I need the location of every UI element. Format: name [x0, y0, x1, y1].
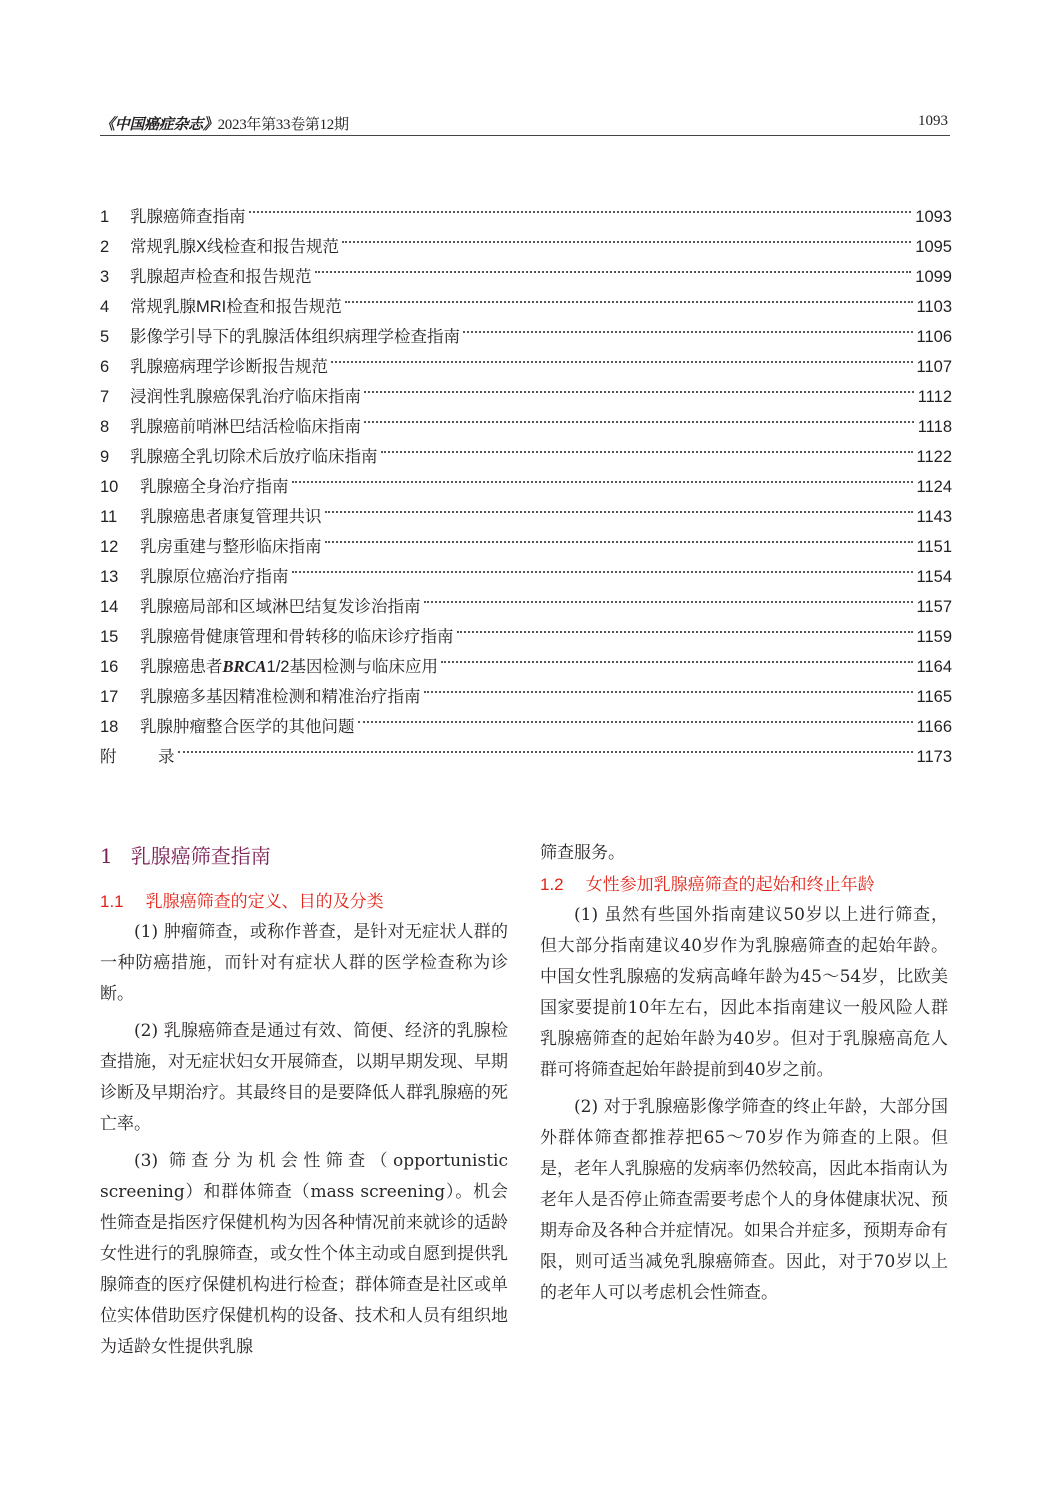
toc-entry[interactable]: [100, 192, 952, 226]
subsection-heading: [540, 869, 948, 900]
toc-leader-dots: [457, 612, 913, 642]
toc-title-suffix: 1/2基因检测与临床应用: [266, 658, 438, 676]
toc-leader-dots: [178, 732, 913, 762]
toc-entry-title: 常规乳腺MRI检查和报告规范: [130, 298, 342, 316]
toc-entry-title: 乳腺癌局部和区域淋巴结复发诊治指南: [140, 598, 421, 616]
toc-entry-title: 影像学引导下的乳腺活体组织病理学检查指南: [130, 328, 460, 346]
toc-leader-dots: [345, 282, 913, 312]
subsection-title: 乳腺癌筛查的定义、目的及分类: [145, 892, 384, 911]
toc-leader-dots: [292, 552, 913, 582]
toc-entry-number: 10: [100, 478, 119, 496]
toc-leader-dots: [315, 252, 912, 282]
toc-entry-title: 乳腺癌全身治疗指南: [140, 478, 289, 496]
paragraph: (2) 对于乳腺癌影像学筛查的终止年龄，大部分国外群体筛查都推荐把65～70岁作为筛查的上限。但是，老年人乳腺癌的发病率仍然较高，因此本指南认为老年人是否停止筛查需要考虑个人的身体健康状况、预期寿命及各种合并症情况。如果合并症多，预期寿命有限，则可适当减免乳腺癌筛查。因此，对于70岁以上的老年人可以考虑机会性筛查。: [540, 1097, 948, 1303]
paragraph: (1) 肿瘤筛查，或称作普查，是针对无症状人群的一种防癌措施，而针对有症状人群的医学检查称为诊断。: [100, 922, 508, 1004]
toc-entry-number: 13: [100, 568, 119, 586]
toc-entry-page: 1093: [915, 208, 952, 226]
toc-leader-dots: [441, 642, 913, 672]
toc-entry-number: 4: [100, 298, 110, 316]
toc-entry-number: 11: [100, 508, 118, 526]
toc-entry-page: 1095: [915, 238, 952, 256]
journal-name: 《中国癌症杂志》: [100, 117, 218, 133]
subsection-title: 女性参加乳腺癌筛查的起始和终止年龄: [585, 875, 875, 894]
table-of-contents: [100, 192, 952, 766]
toc-leader-dots: [325, 522, 913, 552]
running-header: [100, 113, 950, 136]
right-column: [540, 838, 948, 1315]
section-title: 乳腺癌筛查指南: [130, 844, 271, 868]
subsection-heading: [100, 886, 508, 917]
gene-name-italic: BRCA: [222, 657, 267, 676]
page-number: 1093: [918, 113, 948, 129]
toc-entry-page: 1165: [916, 688, 952, 706]
toc-leader-dots: [342, 222, 911, 252]
toc-entry-number: 5: [100, 328, 110, 346]
toc-leader-dots: [331, 342, 913, 372]
toc-leader-dots: [424, 582, 913, 612]
toc-entry-title: 录: [158, 748, 175, 766]
toc-entry-number: 14: [100, 598, 119, 616]
toc-entry-title: 乳腺癌全乳切除术后放疗临床指南: [130, 448, 378, 466]
toc-entry-number: 3: [100, 268, 110, 286]
toc-entry-number: 16: [100, 658, 119, 676]
toc-entry-title: 乳腺癌病理学诊断报告规范: [130, 358, 328, 376]
toc-entry-number: 15: [100, 628, 119, 646]
toc-entry-page: 1157: [916, 598, 952, 616]
toc-entry-page: 1106: [916, 328, 952, 346]
paragraph: (2) 乳腺癌筛查是通过有效、简便、经济的乳腺检查措施，对无症状妇女开展筛查，以期早期发现、早期诊断及早期治疗。其最终目的是要降低人群乳腺癌的死亡率。: [100, 1021, 508, 1134]
toc-entry-number: 9: [100, 448, 110, 466]
toc-entry-number: 12: [100, 538, 119, 556]
toc-entry-page: 1154: [916, 568, 952, 586]
toc-entry-page: 1103: [916, 298, 952, 316]
toc-leader-dots: [358, 702, 913, 732]
paragraph-continuation: 筛查服务。: [540, 843, 625, 863]
toc-entry-page: 1151: [916, 538, 952, 556]
toc-entry-page: 1164: [916, 658, 952, 676]
toc-entry-title: 乳腺癌骨健康管理和骨转移的临床诊疗指南: [140, 628, 454, 646]
toc-leader-dots: [325, 492, 913, 522]
toc-entry-number: 6: [100, 358, 110, 376]
toc-entry-page: 1143: [916, 508, 952, 526]
subsection-number: 1.2: [540, 875, 564, 894]
toc-entry-page: 1166: [916, 718, 952, 736]
toc-entry-number: 18: [100, 718, 119, 736]
toc-entry-page: 1124: [916, 478, 952, 496]
paragraph: (3) 筛查分为机会性筛查（opportunistic screening）和群体筛查（mass screening）。机会性筛查是指医疗保健机构为因各种情况前来就诊的适龄女性进行的乳腺筛查，或女性个体主动或自愿到提供乳腺筛查的医疗保健机构进行检查；群体筛查是社区或单位实体借助医疗保健机构的设备、技术和人员有组织地为适龄女性提供乳腺: [100, 1151, 508, 1357]
toc-title-prefix: 乳腺癌患者: [140, 658, 223, 676]
toc-entry-page: 1099: [915, 268, 952, 286]
section-number: 1: [100, 844, 113, 868]
paragraph: (1) 虽然有些国外指南建议50岁以上进行筛查，但大部分指南建议40岁作为乳腺癌筛查的起始年龄。中国女性乳腺癌的发病高峰年龄为45～54岁，比欧美国家要提前10年左右，因此本指南建议一般风险人群乳腺癌筛查的起始年龄为40岁。但对于乳腺癌高危人群可将筛查起始年龄提前到40岁之前。: [540, 905, 948, 1080]
toc-entry-number: 17: [100, 688, 119, 706]
toc-entry-title: 乳腺肿瘤整合医学的其他问题: [140, 718, 355, 736]
toc-leader-dots: [381, 432, 913, 462]
toc-entry-title: 乳腺癌前哨淋巴结活检临床指南: [130, 418, 361, 436]
toc-entry-number: 7: [100, 388, 110, 406]
toc-leader-dots: [292, 462, 913, 492]
journal-issue: 2023年第33卷第12期: [217, 117, 349, 133]
toc-entry-title: 乳房重建与整形临床指南: [140, 538, 322, 556]
toc-entry-page: 1159: [916, 628, 952, 646]
toc-entry-page: 1118: [917, 418, 952, 436]
toc-entry-title: 浸润性乳腺癌保乳治疗临床指南: [130, 388, 361, 406]
toc-entry-title: [140, 652, 438, 682]
toc-entry-title: 常规乳腺X线检查和报告规范: [130, 238, 340, 256]
toc-entry-title: 乳腺癌筛查指南: [130, 208, 246, 226]
toc-entry-title: 乳腺癌多基因精准检测和精准治疗指南: [140, 688, 421, 706]
toc-entry-page: 1173: [916, 748, 952, 766]
left-column: [100, 838, 508, 1369]
toc-entry-title: 乳腺癌患者康复管理共识: [140, 508, 322, 526]
toc-entry-page: 1107: [916, 358, 952, 376]
toc-entry-title: 乳腺超声检查和报告规范: [130, 268, 312, 286]
journal-citation: [100, 113, 349, 134]
toc-leader-dots: [364, 372, 914, 402]
toc-leader-dots: [463, 312, 913, 342]
toc-entry-number: 1: [100, 208, 110, 226]
toc-entry-title: 乳腺原位癌治疗指南: [140, 568, 289, 586]
toc-entry-number: 2: [100, 238, 110, 256]
toc-entry-number: 8: [100, 418, 110, 436]
toc-leader-dots: [364, 402, 914, 432]
toc-entry-number: 附: [100, 748, 117, 766]
toc-entry-page: 1122: [916, 448, 952, 466]
section-heading: [100, 838, 508, 874]
toc-leader-dots: [249, 192, 912, 222]
subsection-number: 1.1: [100, 892, 124, 911]
toc-entry-appendix[interactable]: [100, 732, 952, 766]
toc-entry-page: 1112: [917, 388, 952, 406]
toc-leader-dots: [424, 672, 913, 702]
